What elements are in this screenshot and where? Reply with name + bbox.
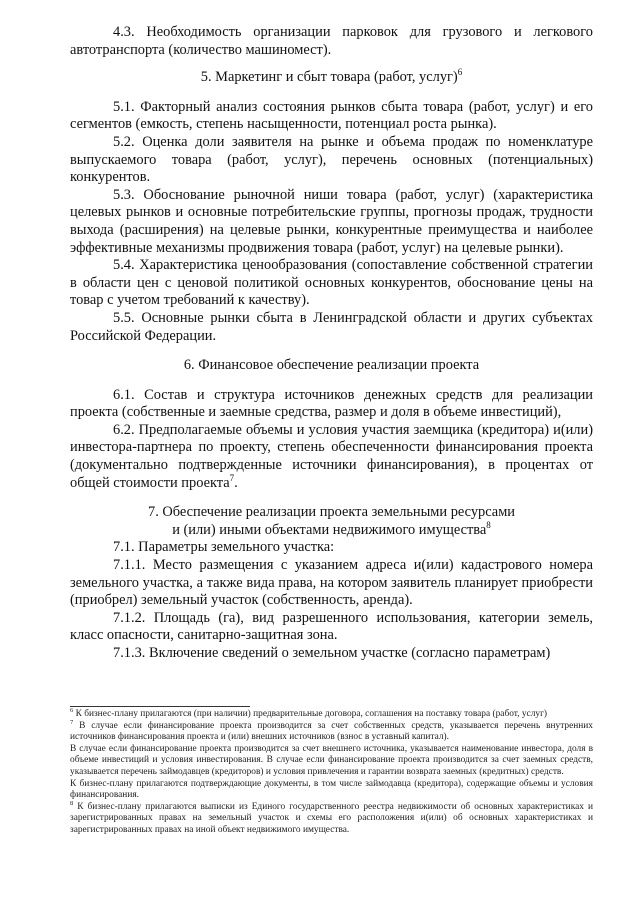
paragraph-6-2 [70,422,593,492]
footnote-ref-8[interactable]: 8 [486,520,491,531]
paragraph-6-2-text: 6.2. Предполагаемые объемы и условия участия заемщика (кредитора) и(или) инвестора-партнера по проекту, степень обеспеченности финансирования проекта (документально подтвержденные источники финансирования), в процентах от общей стоимости проекта [70,421,593,491]
paragraph-6-1: 6.1. Состав и структура источников денежных средств для реализации проекта (собственные и заемные средства, размер и доля в объеме инвестиций), [70,386,593,421]
paragraph-6-2-end: . [234,474,238,491]
paragraph-5-5: 5.5. Основные рынки сбыта в Ленинградской области и других субъектах Российской Федерации. [70,309,593,344]
paragraph-7-1-3: 7.1.3. Включение сведений о земельном участке (согласно параметрам) [113,645,551,661]
paragraph-4-3: 4.3. Необходимость организации парковок для грузового и легкового автотранспорта (количество машиномест). [70,24,593,58]
footnote-8-mark: 8 [70,799,74,807]
footnote-6-mark: 6 [70,706,74,714]
footnote-8 [70,799,593,837]
section-5-title: 5. Маркетинг и сбыт товара (работ, услуг) [200,69,458,86]
paragraph-7-1: 7.1. Параметры земельного участка: [113,539,335,556]
paragraph-5-1: 5.1. Факторный анализ состояния рынков сбыта товара (работ, услуг) и его сегментов (емкость, степень насыщенности, потенциал роста рынка). [70,98,593,133]
section-7-heading-line-1: 7. Обеспечение реализации проекта земельными ресурсами [148,504,515,521]
section-7-heading-line-2 [70,522,593,540]
paragraph-7-1-1: 7.1.1. Место размещения с указанием адреса и(или) кадастрового номера земельного участка, а также вида права, на котором заявитель планирует приобрести (приобрел) земельный участок (собственность, аренда). [70,557,593,609]
section-5-heading [70,69,593,87]
footnote-7-attachments: К бизнес-плану прилагаются подтверждающие документы, в том числе займодавца (кредитора), содержащие объемы и условия финансирования. [70,778,593,801]
section-6-heading: 6. Финансовое обеспечение реализации проекта [183,357,480,374]
footnote-6 [70,706,593,721]
footnote-7 [70,718,593,744]
footnote-separator [70,706,250,707]
section-7-title-line-2: и (или) иными объектами недвижимого имущества [172,521,487,538]
document-body [70,24,593,663]
footnote-7-text: В случае если финансирование проекта производится за счет собственных средств, указывается перечень внутренних источников финансирования проекта и (или) внешних источников (взнос в уставный капитал). [70,720,593,743]
footnote-ref-6[interactable]: 6 [457,67,463,78]
paragraph-5-2: 5.2. Оценка доли заявителя на рынке и объема продаж по номенклатуре выпускаемого товара (работ, услуг), перечень основных (потенциальных) конкурентов. [70,133,593,186]
paragraph-5-3: 5.3. Обоснование рыночной ниши товара (работ, услуг) (характеристика целевых рынков и основные потребительские группы, прогнозы продаж, трудности выхода (расширения) на целевые рынки, конкурентные преимущества и наиболее эффективные механизмы продвижения товара (работ, услуг) на целевые рынки). [70,186,593,256]
footnotes [70,706,593,837]
paragraph-5-4: 5.4. Характеристика ценообразования (сопоставление собственной стратегии в области цен с ценовой политикой основных конкурентов, обоснование цены на товар с учетом требований к качеству). [70,257,593,309]
paragraph-7-1-2: 7.1.2. Площадь (га), вид разрешенного использования, категории земель, класс опасности, санитарно-защитная зона. [70,609,593,644]
footnote-7-continued: В случае если финансирование проекта производится за счет внешнего источника, указывается наименование инвестора, доля в объеме инвестиций и условия инвестирования. В случае если финансирование проекта производится за счет заемных средств, указывается перечень займодавцев (кредиторов) и условия привлечения и гарантии возврата заемных (кредитных) средств. [70,743,593,777]
footnote-ref-7[interactable]: 7 [229,472,235,483]
footnote-8-text: К бизнес-плану прилагаются выписки из Единого государственного реестра недвижимости об основных характеристиках и зарегистрированных правах на земельный участок и схемы его расположения и(или) об основных характеристиках и зарегистрированных правах на иной объект недвижимого имущества. [70,801,593,835]
footnote-7-mark: 7 [70,718,74,726]
footnote-6-text: К бизнес-плану прилагаются (при наличии) предварительные договора, соглашения на поставку товара (работ, услуг) [73,709,548,719]
